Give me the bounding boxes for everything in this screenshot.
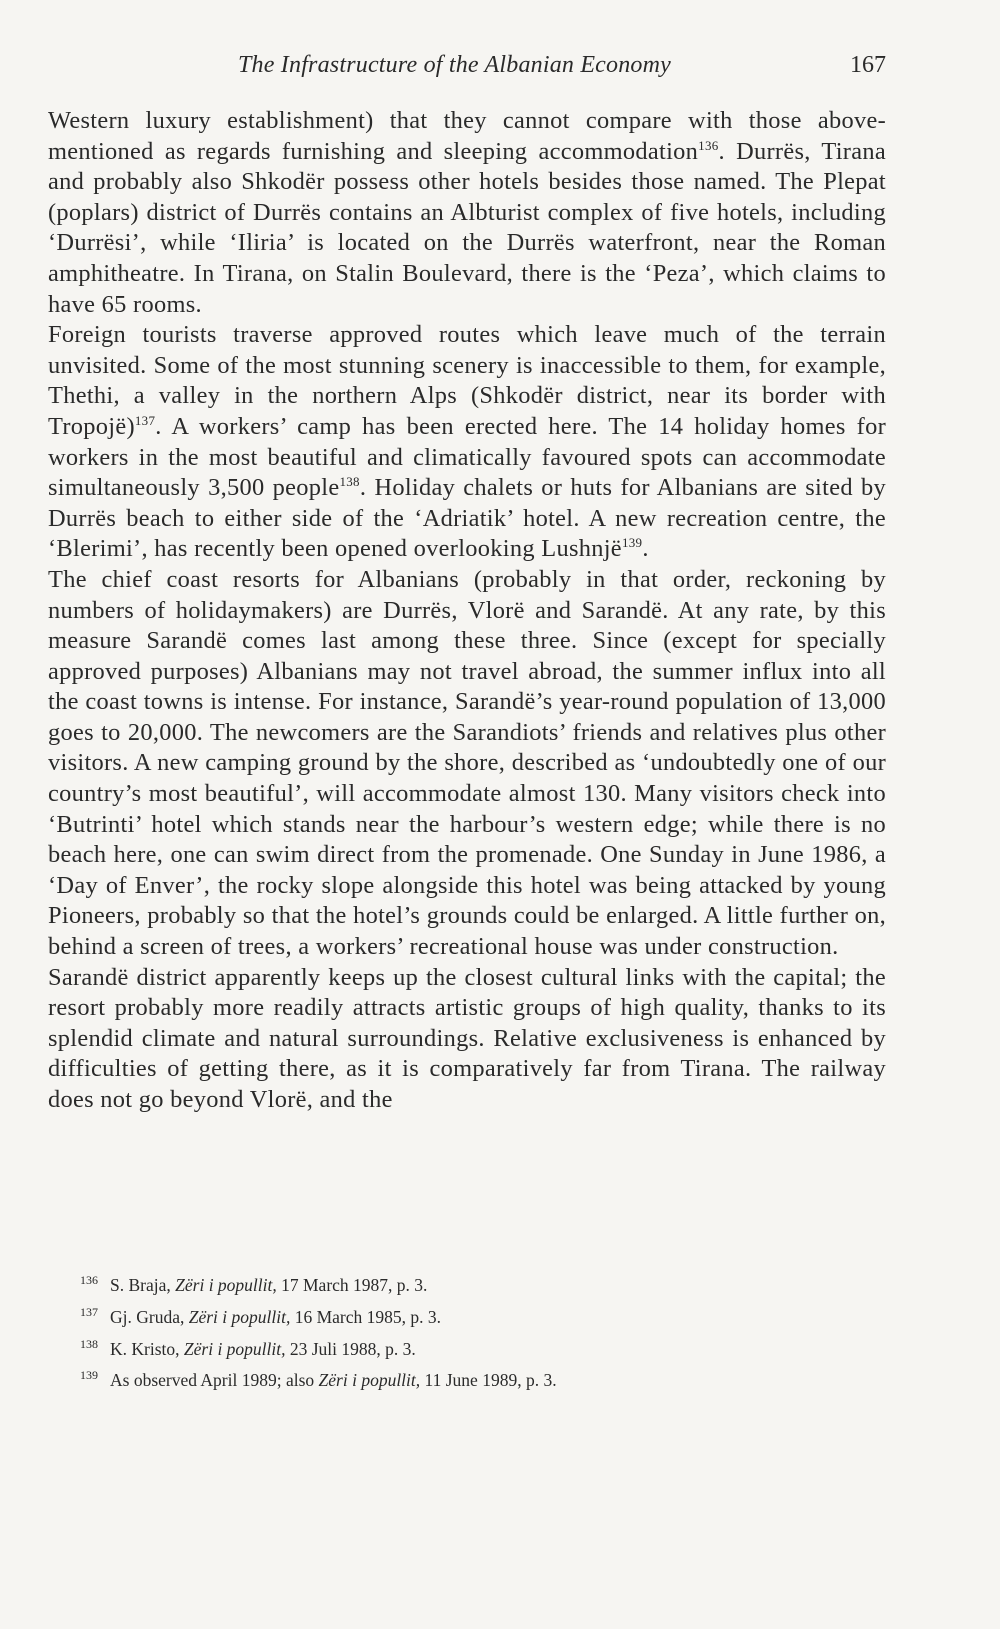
paragraph-text: Foreign tourists traverse approved routes which leave much of the terrain unvisited. Some of the most stunning scenery is inaccessible to them, for example, Thethi, a valley in the northern Alps (Shkodër district, near its border with Tropojë) bbox=[48, 321, 886, 440]
paragraph bbox=[48, 106, 886, 320]
footnote-number: 136 bbox=[80, 1273, 98, 1287]
footnote bbox=[80, 1299, 880, 1331]
paragraph-text: The chief coast resorts for Albanians (probably in that order, reckoning by numbers of holidaymakers) are Durrës, Vlorë and Sarandë. At any rate, by this measure Sarandë comes last among these three. Since (except for specially approved purposes) Albanians may not travel abroad, the summer influx into all the coast towns is intense. For instance, Sarandë’s year-round population of 13,000 goes to 20,000. The newcomers are the Sarandiots’ friends and relatives plus other visitors. A new camping ground by the shore, described as ‘undoubtedly one of our country’s most beautiful’, will accommodate almost 130. Many visitors check into ‘Butrinti’ hotel which stands near the harbour’s western edge; while there is no beach here, one can swim direct from the promenade. One Sunday in June 1986, a ‘Day of Enver’, the rocky slope alongside this hotel was being attacked by young Pioneers, probably so that the hotel’s grounds could be enlarged. A little further on, behind a screen of trees, a workers’ recreational house was under construction. bbox=[48, 565, 886, 961]
footnote-date: 11 June 1989, p. 3. bbox=[420, 1370, 557, 1391]
footnote-number: 137 bbox=[80, 1304, 98, 1319]
paragraph-text: . Durrës, Tirana and probably also Shkodër possess other hotels besides those named. The Plepat (poplars) district of Durrës contains an Albturist complex of five hotels, including ‘Durrësi’, while ‘Iliria’ is located on the Durrës waterfront, near the Roman amphitheatre. In Tirana, on Stalin Boulevard, there is the ‘Peza’, which claims to have 65 rooms. bbox=[48, 137, 886, 318]
paragraph-text: . bbox=[642, 535, 649, 563]
footnote-author: K. Kristo, bbox=[110, 1338, 184, 1359]
footnote-reference: 139 bbox=[621, 535, 643, 551]
paragraph bbox=[48, 320, 886, 565]
footnote-source: Zëri i popullit, bbox=[318, 1370, 421, 1391]
footnote-number: 138 bbox=[80, 1336, 98, 1351]
footnote-reference: 136 bbox=[698, 137, 719, 153]
footnote-date: 23 Juli 1988, p. 3. bbox=[285, 1338, 416, 1359]
paragraph bbox=[48, 565, 886, 963]
footnote-number: 139 bbox=[80, 1368, 98, 1383]
paragraph-text: . A workers’ camp has been erected here. The 14 holiday homes for workers in the most beautiful and climatically favoured spots can accommodate simultaneously 3,500 people bbox=[48, 412, 886, 502]
paragraph-text: Sarandë district apparently keeps up the closest cultural links with the capital; the resort probably more readily attracts artistic groups of high quality, thanks to its splendid climate and natural surroundings. Relative exclusiveness is enhanced by difficulties of getting there, as it is comparatively far from Tirana. The railway does not go beyond Vlorë, and the bbox=[48, 963, 886, 1113]
body-text bbox=[48, 106, 886, 1116]
footnote bbox=[80, 1267, 880, 1299]
footnote-date: 17 March 1987, p. 3. bbox=[276, 1274, 428, 1295]
running-title: The Infrastructure of the Albanian Economy bbox=[238, 52, 672, 78]
paragraph-text: . Holiday chalets or huts for Albanians are sited by Durrës beach to either side of the ‘Adriatik’ hotel. A new recreation centre, the ‘Blerimi’, has recently been opened overlooking Lushnjë bbox=[48, 474, 886, 563]
footnote-reference: 137 bbox=[134, 412, 156, 428]
footnote-source: Zëri i popullit, bbox=[188, 1306, 291, 1327]
running-head bbox=[48, 52, 886, 88]
paragraph-text: Western luxury establishment) that they cannot compare with those above-mentioned as regards furnishing and sleeping accommodation bbox=[48, 107, 886, 165]
footnote-source: Zëri i popullit, bbox=[183, 1338, 286, 1359]
footnote bbox=[80, 1331, 880, 1363]
footnote-author: As observed April 1989; also bbox=[110, 1370, 319, 1391]
paragraph bbox=[48, 963, 886, 1116]
footnote-source: Zëri i popullit, bbox=[175, 1274, 277, 1295]
footnote-author: S. Braja, bbox=[110, 1274, 176, 1295]
footnote-reference: 138 bbox=[339, 474, 360, 489]
footnote-date: 16 March 1985, p. 3. bbox=[290, 1306, 442, 1327]
page-number: 167 bbox=[850, 52, 886, 78]
footnote-author: Gj. Gruda, bbox=[110, 1306, 189, 1327]
footnote bbox=[80, 1362, 880, 1394]
footnotes bbox=[80, 1267, 880, 1394]
